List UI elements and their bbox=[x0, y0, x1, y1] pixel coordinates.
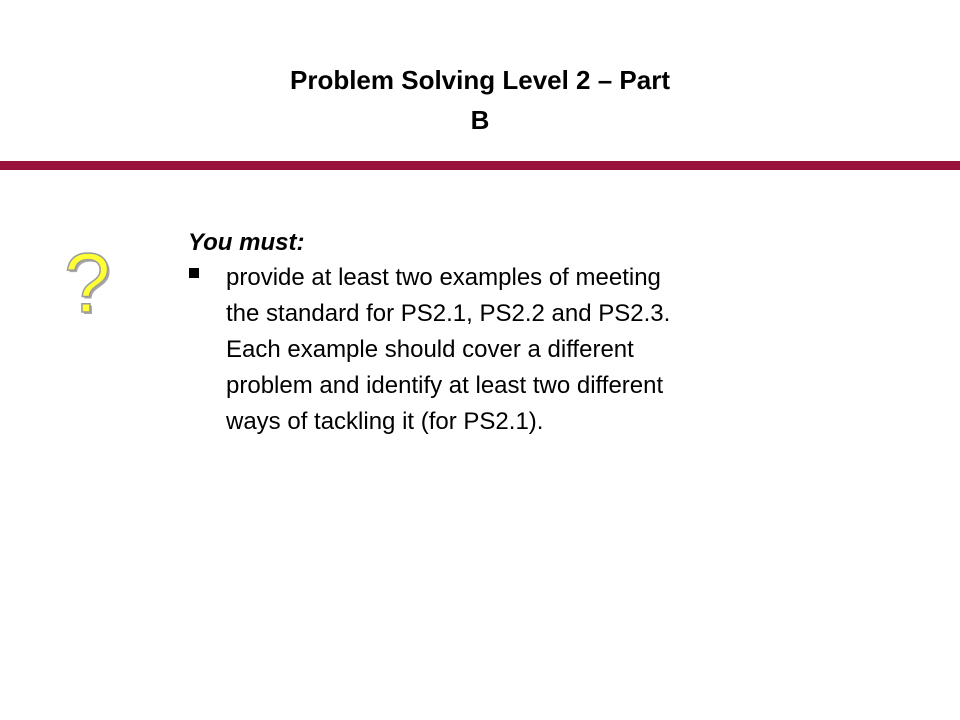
bullet-line-1: provide at least two examples of meeting bbox=[226, 264, 661, 291]
bullet-line-2: the standard for PS2.1, PS2.2 and PS2.3. bbox=[226, 300, 671, 327]
bullet-line-4: problem and identify at least two different bbox=[226, 372, 664, 399]
intro-heading: You must: bbox=[188, 229, 305, 256]
bullet-line-5: ways of tackling it (for PS2.1). bbox=[226, 408, 544, 435]
square-bullet-icon bbox=[189, 268, 199, 278]
bullet-line-3: Each example should cover a different bbox=[226, 336, 634, 363]
bullet-item bbox=[226, 260, 926, 440]
question-mark-icon: ? bbox=[64, 236, 111, 330]
title-divider bbox=[0, 161, 960, 170]
slide-title-line-1: Problem Solving Level 2 – Part bbox=[289, 65, 671, 95]
slide-title bbox=[200, 60, 760, 140]
slide-title-line-2: B bbox=[470, 105, 490, 135]
